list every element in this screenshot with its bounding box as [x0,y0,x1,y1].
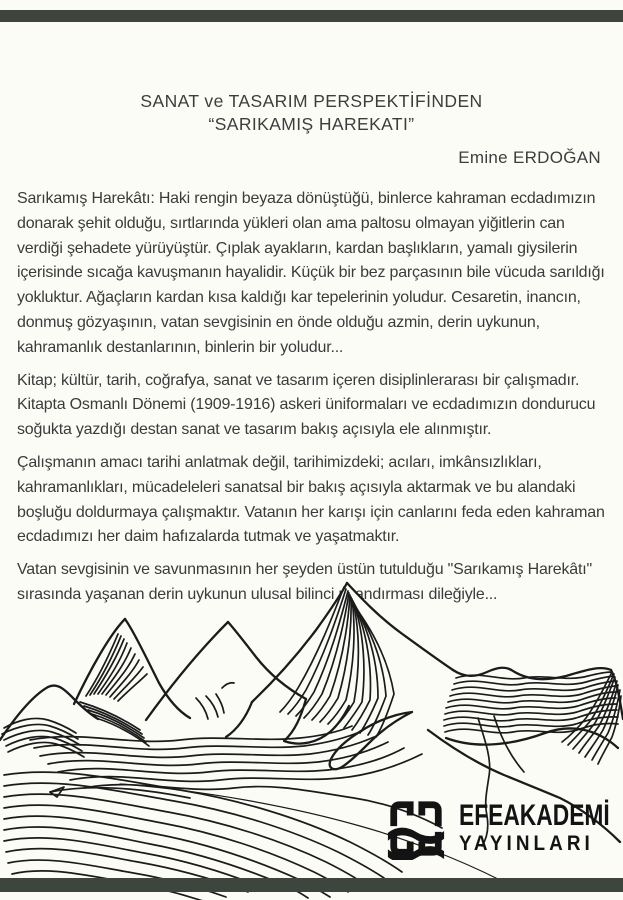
author-name: Emine ERDOĞAN [458,148,601,167]
bottom-border-bar [0,878,623,892]
publisher-name: EFEAKADEMİ [459,799,610,832]
body-text [17,187,607,616]
body-paragraph-3: Çalışmanın amacı tarihi anlatmak değil, tarihimizdeki; acıları, imkânsızlıkları, kahramanlıkları, mücadeleleri sanatsal bir bakış açısıyla aktarmak ve bu alandaki boşluğu doldurmaya çalışmaktır. Vatanın her karışı için canlarını feda eden kahraman ecdadımızı her daim hafızalarda tutmak ve yaşatmaktır. [17,453,605,546]
body-paragraph-1: Sarıkamış Harekâtı: Haki rengin beyaza dönüştüğü, binlerce kahraman ecdadımızın donarak şehit olduğu, sırtlarında yükleri olan ama paltosu olmayan yiğitlerin can verdiği şehadete yürüyüştür. Çıplak ayakların, kardan başlıkların, yamalı giysilerin içerisinde sıcağa kavuşmanın hayalidir. Küçük bir bez parçasının bile vücuda sarıldığı yokluktur. Ağaçların kardan kısa kaldığı kar tepelerinin yoludur. Cesaretin, inancın, donmuş gözyaşının, vatan sevgisinin en önde olduğu azmin, derin uykunun, kahramanlık destanlarının, binlerin bir yoludur... [17,190,605,356]
top-border-bar [0,10,623,22]
publisher-subtitle: YAYINLARI [459,832,594,855]
body-paragraph-2: Kitap; kültür, tarih, coğrafya, sanat ve tasarım içeren disiplinlerarası bir çalışmadır. Kitapta Osmanlı Dönemi (1909-1916) askeri üniformaları ve ecdadımızın dondurucu soğukta yazdığı destan sanat ve tasarım bakış açısıyla ele alınmıştır. [17,371,596,439]
title-line-2: “SARIKAMIŞ HAREKATI” [208,114,415,134]
open-book-icon [385,798,447,860]
title-line-1: SANAT ve TASARIM PERSPEKTİFİNDEN [140,91,483,111]
publisher-name-block [459,798,623,856]
page-title [0,90,623,136]
publisher-logo [385,798,623,860]
body-paragraph-4: Vatan sevgisinin ve savunmasının her şeyden üstün tutulduğu "Sarıkamış Harekâtı" sırasında yaşanan derin uykunun ulusal bilinci uyandırması dileğiyle... [17,561,592,603]
